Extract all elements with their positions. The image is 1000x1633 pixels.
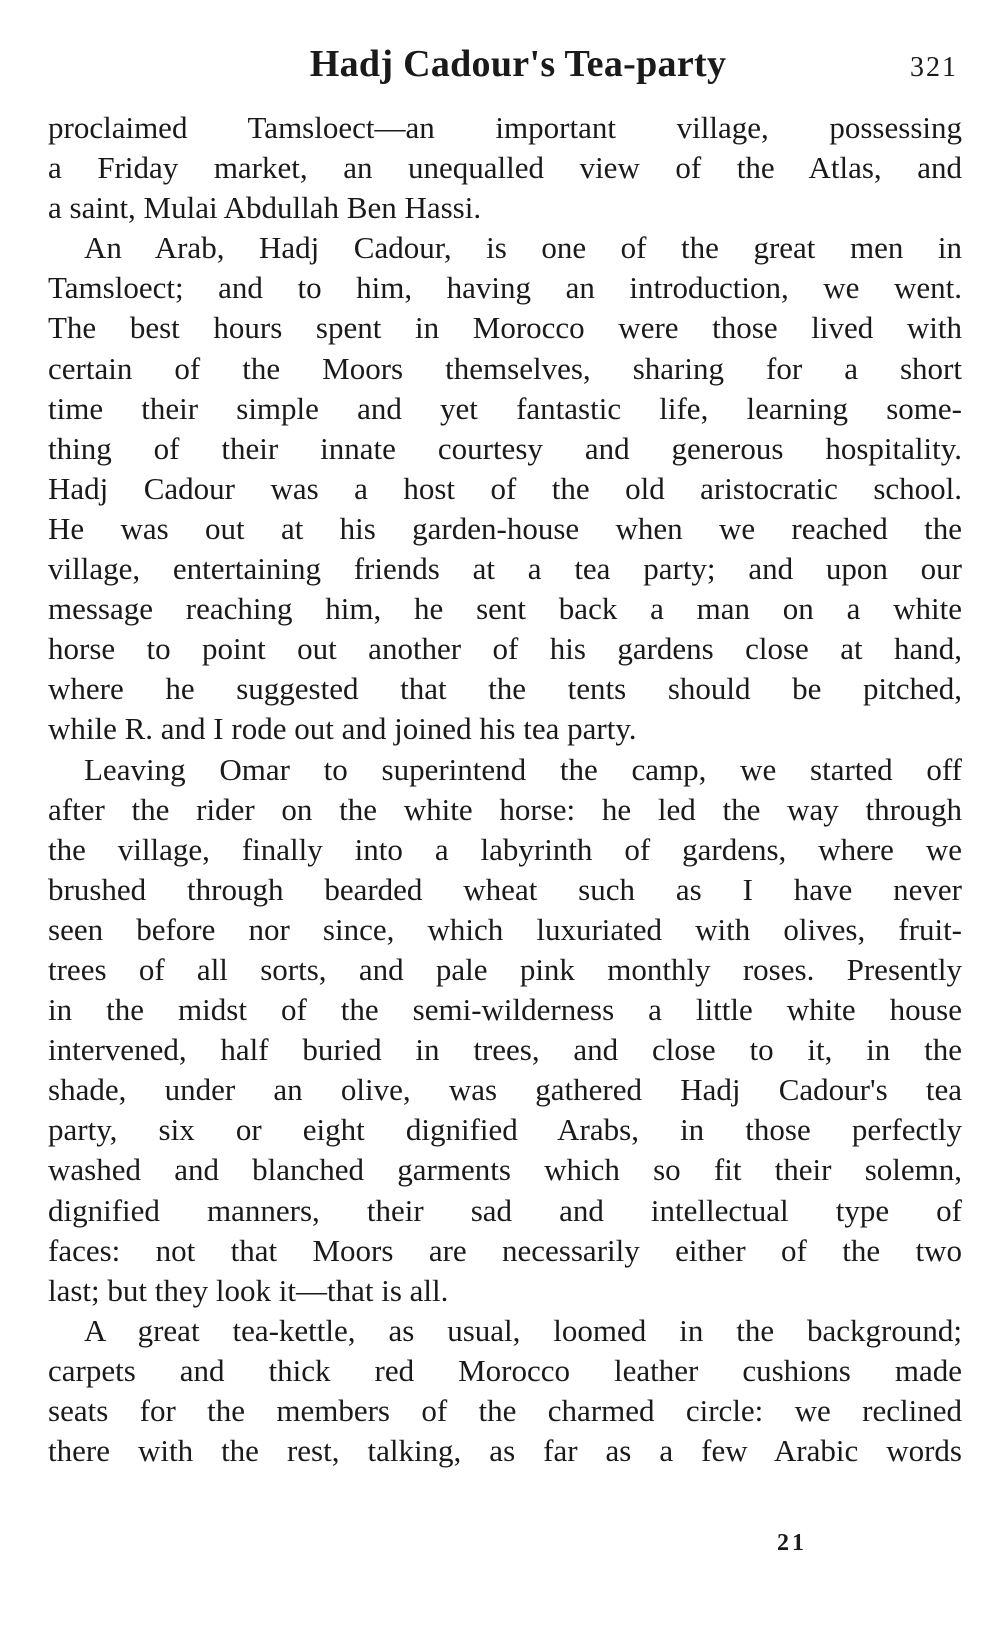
text-line: carpets and thick red Morocco leather cushions made [48,1352,962,1388]
book-page [48,38,962,1471]
text-line: Leaving Omar to superintend the camp, we started off [84,751,962,787]
text-line: dignified manners, their sad and intellectual type of [48,1192,962,1228]
text-line: faces: not that Moors are necessarily either of the two [48,1232,962,1268]
text-line: proclaimed Tamsloect—an important village, possessing [48,110,962,145]
chapter-title: Hadj Cadour's Tea-party [309,43,727,85]
text-line: trees of all sorts, and pale pink monthly roses. Presently [48,951,962,987]
text-line: a Friday market, an unequalled view of the Atlas, and [48,150,962,186]
text-line: intervened, half buried in trees, and close to it, in the [48,1032,962,1068]
text-line: certain of the Moors themselves, sharing for a short [48,350,962,386]
text-line: there with the rest, talking, as far as a few Arabic words [48,1433,962,1469]
text-line: seats for the members of the charmed circle: we reclined [48,1393,962,1428]
text-line: a saint, Mulai Abdullah Ben Hassi. [48,190,482,226]
text-line: time their simple and yet fantastic life, learning some- [48,390,962,426]
text-line: brushed through bearded wheat such as I have never [48,871,962,907]
text-line: horse to point out another of his gardens close at hand, [48,631,962,667]
text-line: washed and blanched garments which so fit their solemn, [48,1152,962,1188]
text-line: in the midst of the semi-wilderness a little white house [48,992,962,1028]
text-line: seen before nor since, which luxuriated with olives, fruit- [48,911,962,947]
text-line: Tamsloect; and to him, having an introduction, we went. [48,270,962,306]
text-line: while R. and I rode out and joined his tea party. [48,711,637,747]
text-line: the village, finally into a labyrinth of gardens, where we [48,831,962,867]
body-text [48,108,962,1471]
text-line: Hadj Cadour was a host of the old aristocratic school. [48,470,962,506]
signature-mark: 21 [777,1530,807,1556]
text-line: He was out at his garden-house when we reached the [48,510,962,546]
text-line: village, entertaining friends at a tea party; and upon our [48,551,962,587]
text-line: after the rider on the white horse: he led the way through [48,791,962,827]
text-line: party, six or eight dignified Arabs, in those perfectly [48,1112,962,1148]
text-line: thing of their innate courtesy and generous hospitality. [48,430,962,466]
text-line: An Arab, Hadj Cadour, is one of the great men in [84,230,962,266]
running-head [48,38,962,108]
text-line: A great tea-kettle, as usual, loomed in the background; [84,1312,962,1348]
text-line: last; but they look it—that is all. [48,1272,449,1308]
page-number: 321 [910,52,958,83]
text-line: message reaching him, he sent back a man on a white [48,591,962,627]
text-line: where he suggested that the tents should be pitched, [48,671,962,707]
text-line: shade, under an olive, was gathered Hadj Cadour's tea [48,1072,962,1108]
text-line: The best hours spent in Morocco were those lived with [48,310,962,346]
